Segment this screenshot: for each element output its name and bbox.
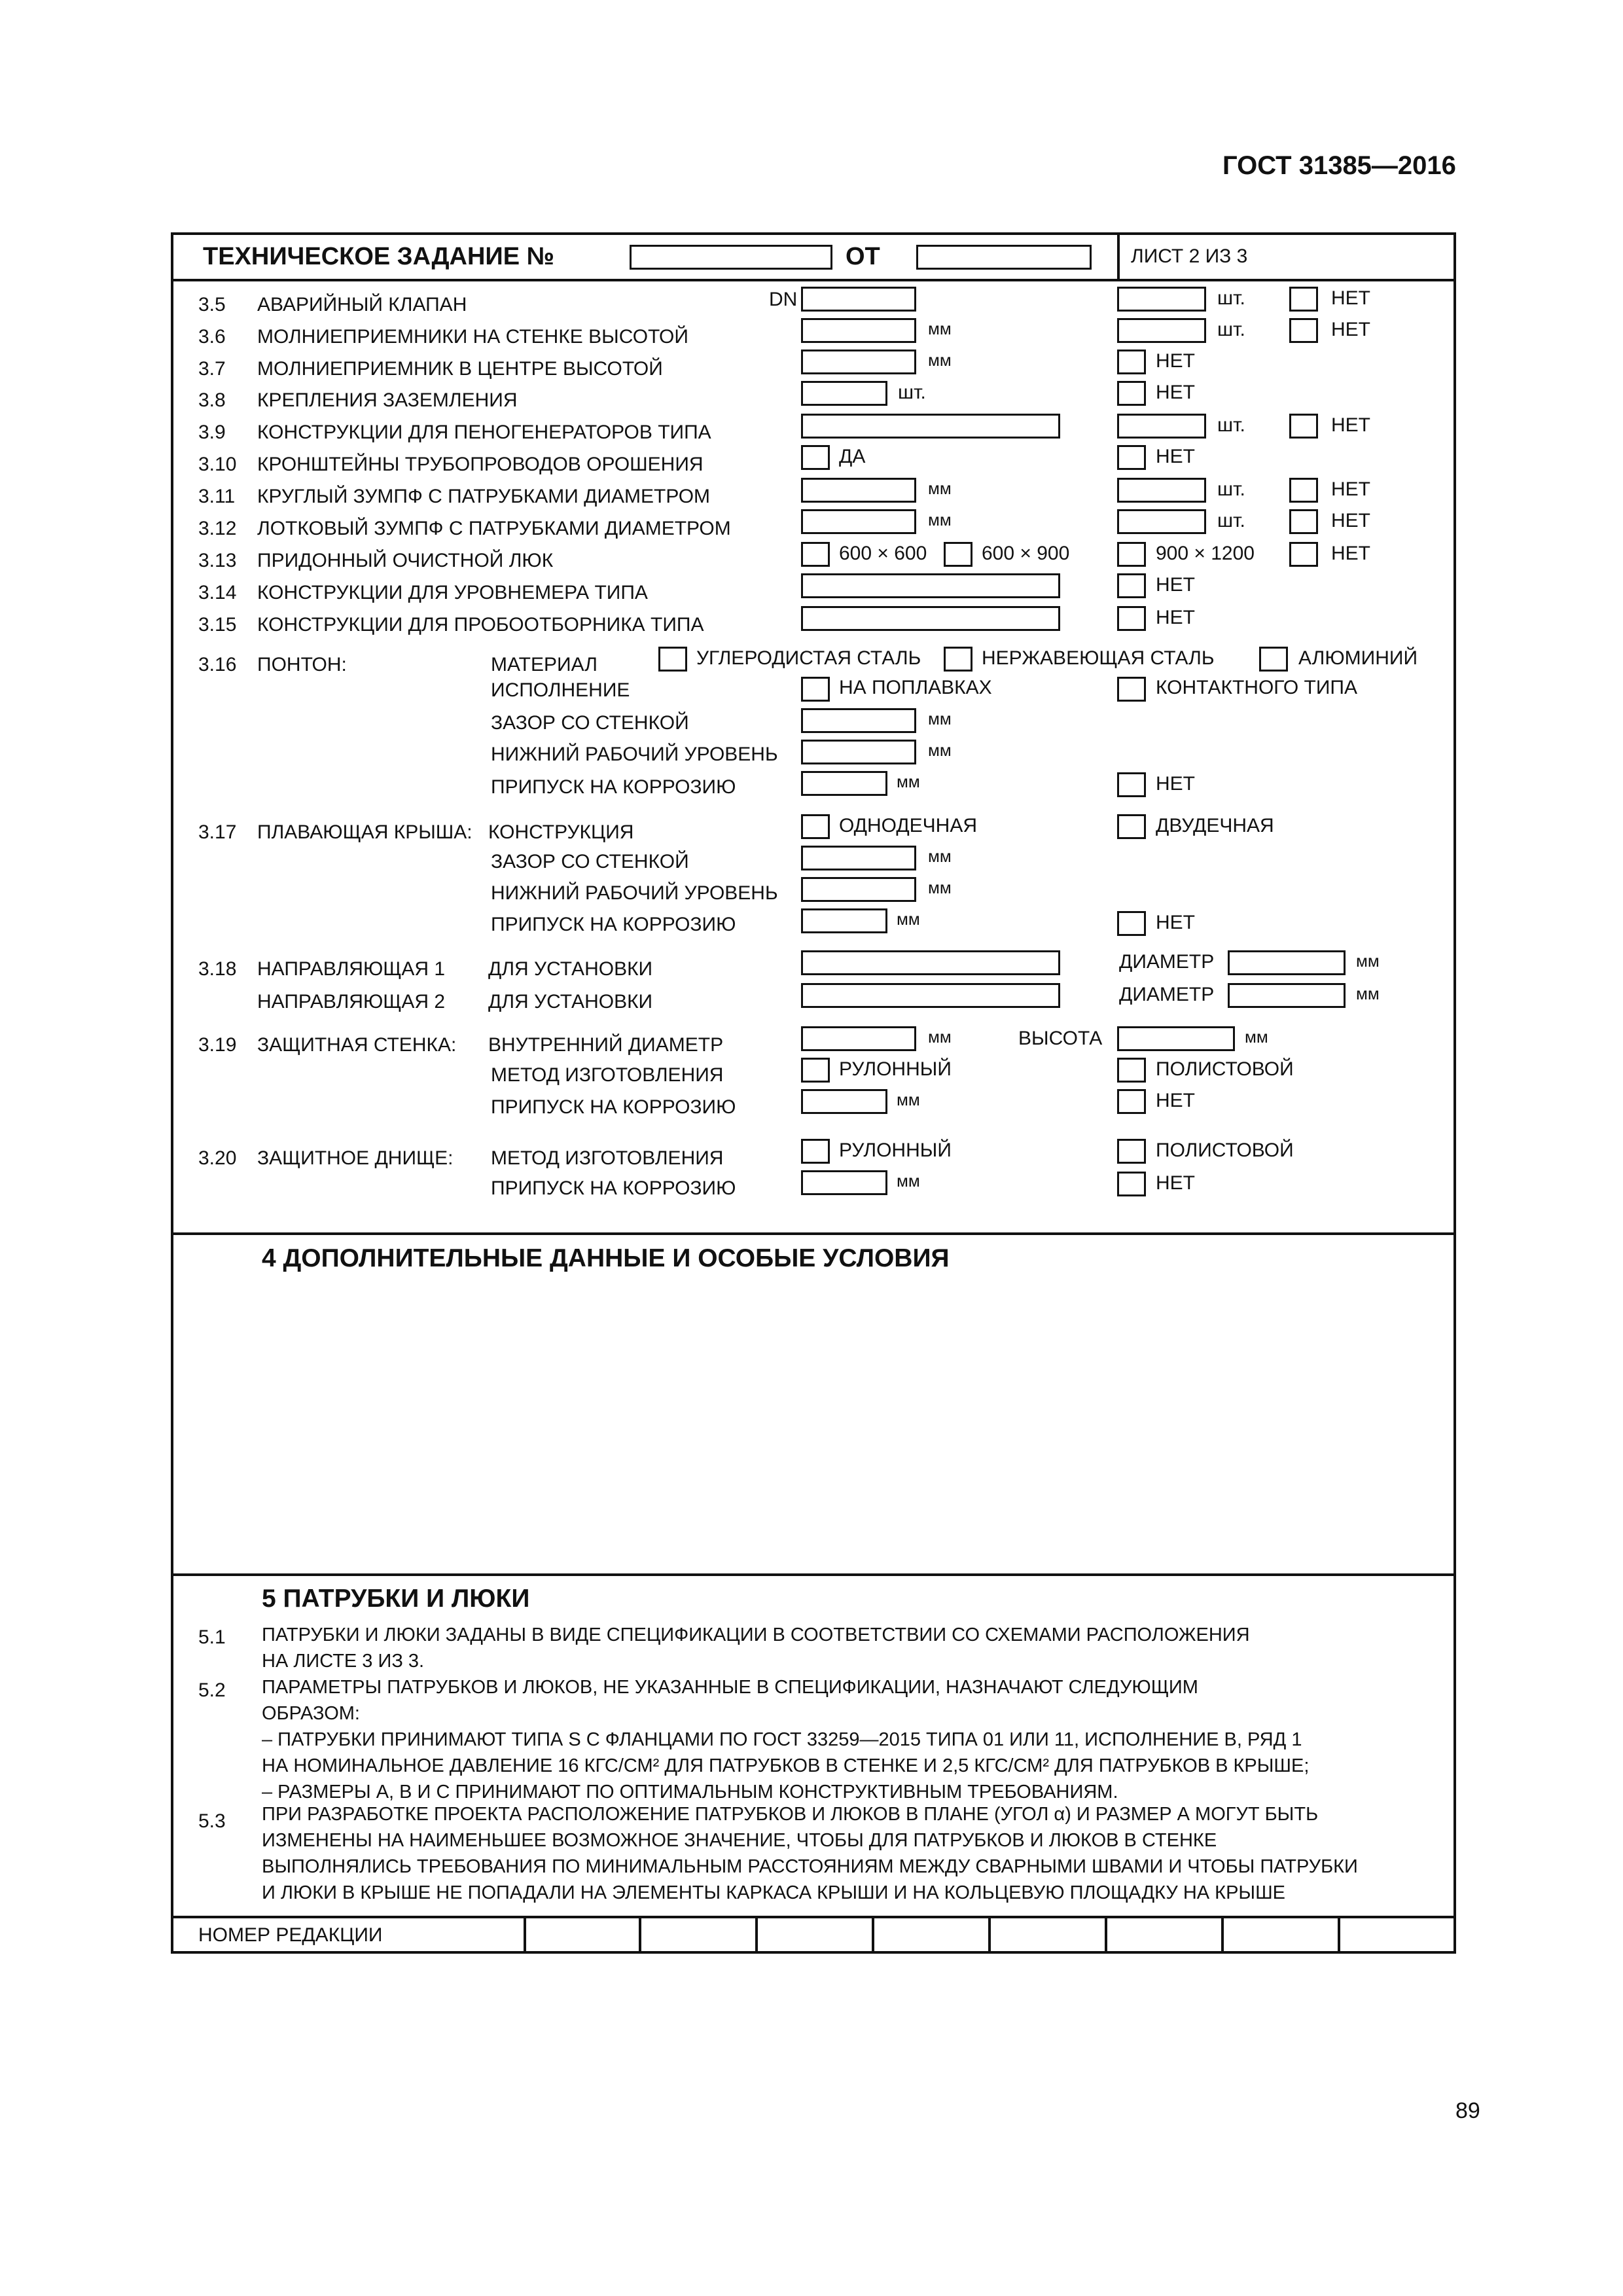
foam-generator-no-checkbox[interactable] bbox=[1289, 414, 1318, 439]
revision-divider bbox=[171, 1916, 1456, 1918]
no-label: НЕТ bbox=[1156, 1172, 1195, 1194]
pontoon-gap-field[interactable] bbox=[801, 708, 916, 733]
revision-cell-divider bbox=[755, 1916, 758, 1954]
emergency-valve-dn-field[interactable] bbox=[801, 287, 916, 312]
material-label: МАТЕРИАЛ bbox=[491, 654, 597, 675]
page-number: 89 bbox=[1455, 2098, 1480, 2123]
no-label: НЕТ bbox=[1331, 478, 1370, 500]
no-label: НЕТ bbox=[1156, 382, 1195, 403]
level-gauge-type-field[interactable] bbox=[801, 573, 1060, 598]
unit-mm: мм bbox=[928, 510, 952, 529]
tray-sump-qty-field[interactable] bbox=[1117, 509, 1206, 534]
level-gauge-no-checkbox[interactable] bbox=[1117, 573, 1146, 598]
center-lightning-no-checkbox[interactable] bbox=[1117, 350, 1146, 374]
for-install-label: ДЛЯ УСТАНОВКИ bbox=[488, 991, 653, 1013]
contact-type-checkbox[interactable] bbox=[1117, 677, 1146, 702]
no-label: НЕТ bbox=[1156, 607, 1195, 628]
section5-divider bbox=[171, 1573, 1456, 1576]
no-label: НЕТ bbox=[1331, 510, 1370, 531]
unit-mm: мм bbox=[928, 709, 952, 728]
sheet-divider bbox=[1117, 232, 1120, 280]
date-field[interactable] bbox=[916, 245, 1092, 270]
standard-number: ГОСТ 31385—2016 bbox=[1222, 151, 1456, 180]
pontoon-corrosion-field[interactable] bbox=[801, 771, 887, 796]
section4-title: 4 ДОПОЛНИТЕЛЬНЫЕ ДАННЫЕ И ОСОБЫЕ УСЛОВИЯ bbox=[262, 1244, 950, 1272]
hatch-size-label: 600 × 600 bbox=[839, 543, 927, 564]
revision-cell-divider bbox=[1105, 1916, 1107, 1954]
title-row-divider bbox=[171, 279, 1456, 281]
hatch-no-checkbox[interactable] bbox=[1289, 542, 1318, 567]
pontoon-corrosion-no-checkbox[interactable] bbox=[1117, 772, 1146, 797]
low-level-label: НИЖНИЙ РАБОЧИЙ УРОВЕНЬ bbox=[491, 882, 778, 904]
floating-roof-label: ПЛАВАЮЩАЯ КРЫША: bbox=[257, 821, 473, 843]
aluminum-label: АЛЮМИНИЙ bbox=[1298, 647, 1418, 669]
wall-height-field[interactable] bbox=[1117, 1026, 1235, 1051]
floats-checkbox[interactable] bbox=[801, 677, 830, 702]
unit-pcs: шт. bbox=[1217, 478, 1245, 500]
corrosion-label: ПРИПУСК НА КОРРОЗИЮ bbox=[491, 1177, 736, 1199]
roof-corrosion-no-checkbox[interactable] bbox=[1117, 911, 1146, 936]
emergency-valve-qty-field[interactable] bbox=[1117, 287, 1206, 312]
no-label: НЕТ bbox=[1156, 773, 1195, 795]
unit-mm: мм bbox=[928, 878, 952, 897]
unit-mm: мм bbox=[1356, 984, 1380, 1003]
row-num: 3.18 bbox=[198, 958, 237, 980]
unit-mm: мм bbox=[897, 909, 920, 929]
execution-label: ИСПОЛНЕНИЕ bbox=[491, 679, 630, 701]
aluminum-checkbox[interactable] bbox=[1259, 647, 1288, 672]
row-num: 3.11 bbox=[198, 486, 236, 507]
wall-inner-diameter-field[interactable] bbox=[801, 1026, 916, 1051]
additional-data-area[interactable] bbox=[196, 1283, 1433, 1558]
grounding-qty-field[interactable] bbox=[801, 381, 887, 406]
hatch-size-label: 900 × 1200 bbox=[1156, 543, 1255, 564]
row-num: 3.14 bbox=[198, 582, 237, 603]
row-label: ЛОТКОВЫЙ ЗУМПФ С ПАТРУБКАМИ ДИАМЕТРОМ bbox=[257, 518, 731, 539]
row-label: ПРИДОННЫЙ ОЧИСТНОЙ ЛЮК bbox=[257, 550, 554, 571]
no-label: НЕТ bbox=[1331, 414, 1370, 436]
item-text: ПАРАМЕТРЫ ПАТРУБКОВ И ЛЮКОВ, НЕ УКАЗАННЫЕ В СПЕЦИФИКАЦИИ, НАЗНАЧАЮТ СЛЕДУЮЩИМ ОБРАЗОМ: – ПАТРУБКИ ПРИНИМАЮТ ТИПА S С ФЛАНЦАМИ ПО ГОСТ 33259—2015 ТИПА 01 ИЛИ 11, ИСПОЛНЕНИЕ В, РЯД 1 НА НОМИНАЛЬНОЕ ДАВЛЕНИЕ 16 КГС/СМ² ДЛЯ ПАТРУБКОВ В СТЕНКЕ И 2,5 КГС/СМ² ДЛЯ ПАТРУБКОВ В КРЫШЕ; – РАЗМЕРЫ А, В И С ПРИНИМАЮТ ПО ОПТИМАЛЬНЫМ КОНСТРУКТИВНЫМ ТРЕБОВАНИЯМ. bbox=[262, 1677, 1310, 1803]
pontoon-label: ПОНТОН: bbox=[257, 654, 347, 675]
round-sump-diameter-field[interactable] bbox=[801, 478, 916, 503]
unit-mm: мм bbox=[897, 772, 920, 791]
floats-label: НА ПОПЛАВКАХ bbox=[839, 677, 992, 698]
inner-diameter-label: ВНУТРЕННИЙ ДИАМЕТР bbox=[488, 1034, 724, 1056]
bottom-corrosion-no-checkbox[interactable] bbox=[1117, 1172, 1146, 1196]
row-label: КРОНШТЕЙНЫ ТРУБОПРОВОДОВ ОРОШЕНИЯ bbox=[257, 454, 704, 475]
row-num: 3.7 bbox=[198, 358, 226, 380]
tray-sump-no-checkbox[interactable] bbox=[1289, 509, 1318, 534]
yes-label: ДА bbox=[839, 446, 866, 467]
row-num: 3.17 bbox=[198, 821, 237, 843]
revision-cell-divider bbox=[872, 1916, 874, 1954]
single-deck-label: ОДНОДЕЧНАЯ bbox=[839, 815, 977, 836]
round-sump-no-checkbox[interactable] bbox=[1289, 478, 1318, 503]
bottom-rolled-checkbox[interactable] bbox=[801, 1139, 830, 1164]
diameter-label: ДИАМЕТР bbox=[1119, 951, 1215, 973]
unit-pcs: шт. bbox=[1217, 510, 1245, 531]
no-label: НЕТ bbox=[1156, 912, 1195, 933]
wall-sheet-checkbox[interactable] bbox=[1117, 1058, 1146, 1083]
irrigation-yes-checkbox[interactable] bbox=[801, 445, 830, 470]
pontoon-low-level-field[interactable] bbox=[801, 740, 916, 764]
guide2-label: НАПРАВЛЯЮЩАЯ 2 bbox=[257, 991, 446, 1013]
guide1-label: НАПРАВЛЯЮЩАЯ 1 bbox=[257, 958, 446, 980]
revision-cell-divider bbox=[988, 1916, 991, 1954]
unit-mm: мм bbox=[928, 846, 952, 866]
sheet-label: ЛИСТ 2 ИЗ 3 bbox=[1131, 245, 1248, 267]
foam-generator-type-field[interactable] bbox=[801, 414, 1060, 439]
wall-lightning-qty-field[interactable] bbox=[1117, 318, 1206, 343]
protective-bottom-label: ЗАЩИТНОЕ ДНИЩЕ: bbox=[257, 1147, 454, 1169]
rolled-label: РУЛОННЫЙ bbox=[839, 1058, 952, 1080]
row-label: КОНСТРУКЦИИ ДЛЯ УРОВНЕМЕРА ТИПА bbox=[257, 582, 648, 603]
row-num: 3.20 bbox=[198, 1147, 237, 1169]
from-label: ОТ bbox=[846, 243, 880, 270]
stainless-steel-label: НЕРЖАВЕЮЩАЯ СТАЛЬ bbox=[982, 647, 1215, 669]
no-label: НЕТ bbox=[1156, 574, 1195, 596]
row-label: КРЕПЛЕНИЯ ЗАЗЕМЛЕНИЯ bbox=[257, 389, 518, 411]
no-label: НЕТ bbox=[1331, 319, 1370, 340]
protective-wall-label: ЗАЩИТНАЯ СТЕНКА: bbox=[257, 1034, 457, 1056]
tray-sump-diameter-field[interactable] bbox=[801, 509, 916, 534]
item-text: ПРИ РАЗРАБОТКЕ ПРОЕКТА РАСПОЛОЖЕНИЕ ПАТРУБКОВ И ЛЮКОВ В ПЛАНЕ (УГОЛ α) И РАЗМЕР А МОГУТ БЫТЬ ИЗМЕНЕНЫ НА НАИМЕНЬШЕЕ ВОЗМОЖНОЕ ЗНАЧЕНИЕ, ЧТОБЫ ДЛЯ ПАТРУБКОВ И ЛЮКОВ В СТЕНКЕ ВЫПОЛНЯЛИСЬ ТРЕБОВАНИЯ ПО МИНИМАЛЬНЫМ РАССТОЯНИЯМ МЕЖДУ СВАРНЫМИ ШВАМИ И ЧТОБЫ ПАТРУБКИ И ЛЮКИ В КРЫШЕ НЕ ПОПАДАЛИ НА ЭЛЕМЕНТЫ КАРКАСА КРЫШИ И НА КОЛЬЦЕВУЮ ПЛОЩАДКУ НА КРЫШЕ bbox=[262, 1804, 1358, 1903]
form-title: ТЕХНИЧЕСКОЕ ЗАДАНИЕ № bbox=[203, 243, 554, 270]
row-num: 3.9 bbox=[198, 422, 226, 443]
double-deck-checkbox[interactable] bbox=[1117, 814, 1146, 839]
no-label: НЕТ bbox=[1156, 350, 1195, 372]
no-label: НЕТ bbox=[1331, 543, 1370, 564]
double-deck-label: ДВУДЕЧНАЯ bbox=[1156, 815, 1274, 836]
corrosion-label: ПРИПУСК НА КОРРОЗИЮ bbox=[491, 914, 736, 935]
row-label: КОНСТРУКЦИИ ДЛЯ ПРОБООТБОРНИКА ТИПА bbox=[257, 614, 704, 636]
guide2-install-field[interactable] bbox=[801, 983, 1060, 1008]
emergency-valve-no-checkbox[interactable] bbox=[1289, 287, 1318, 312]
sampler-no-checkbox[interactable] bbox=[1117, 606, 1146, 631]
unit-mm: мм bbox=[928, 350, 952, 370]
carbon-steel-checkbox[interactable] bbox=[658, 647, 687, 672]
method-label: МЕТОД ИЗГОТОВЛЕНИЯ bbox=[491, 1147, 724, 1169]
unit-pcs: шт. bbox=[898, 382, 926, 403]
hatch-600x600-checkbox[interactable] bbox=[801, 542, 830, 567]
method-label: МЕТОД ИЗГОТОВЛЕНИЯ bbox=[491, 1064, 724, 1086]
gap-label: ЗАЗОР СО СТЕНКОЙ bbox=[491, 851, 689, 872]
row-num: 3.15 bbox=[198, 614, 237, 636]
foam-generator-qty-field[interactable] bbox=[1117, 414, 1206, 439]
construction-label: КОНСТРУКЦИЯ bbox=[488, 821, 634, 843]
contact-type-label: КОНТАКТНОГО ТИПА bbox=[1156, 677, 1357, 698]
corrosion-label: ПРИПУСК НА КОРРОЗИЮ bbox=[491, 1096, 736, 1118]
row-num: 3.13 bbox=[198, 550, 237, 571]
carbon-steel-label: УГЛЕРОДИСТАЯ СТАЛЬ bbox=[696, 647, 921, 669]
section4-divider bbox=[171, 1232, 1456, 1235]
unit-mm: мм bbox=[928, 740, 952, 760]
unit-mm: мм bbox=[1356, 951, 1380, 971]
sheet-label: ПОЛИСТОВОЙ bbox=[1156, 1058, 1294, 1080]
row-label: МОЛНИЕПРИЕМНИКИ НА СТЕНКЕ ВЫСОТОЙ bbox=[257, 326, 688, 348]
row-num: 3.16 bbox=[198, 654, 237, 675]
single-deck-checkbox[interactable] bbox=[801, 814, 830, 839]
gap-label: ЗАЗОР СО СТЕНКОЙ bbox=[491, 712, 689, 734]
row-label: КРУГЛЫЙ ЗУМПФ С ПАТРУБКАМИ ДИАМЕТРОМ bbox=[257, 486, 711, 507]
no-label: НЕТ bbox=[1156, 446, 1195, 467]
row-label: МОЛНИЕПРИЕМНИК В ЦЕНТРЕ ВЫСОТОЙ bbox=[257, 358, 663, 380]
wall-lightning-no-checkbox[interactable] bbox=[1289, 318, 1318, 343]
unit-mm: мм bbox=[928, 319, 952, 338]
corrosion-label: ПРИПУСК НА КОРРОЗИЮ bbox=[491, 776, 736, 798]
irrigation-no-checkbox[interactable] bbox=[1117, 445, 1146, 470]
revision-cell-divider bbox=[1221, 1916, 1224, 1954]
no-label: НЕТ bbox=[1331, 287, 1370, 309]
unit-mm: мм bbox=[897, 1171, 920, 1191]
row-num: 3.10 bbox=[198, 454, 237, 475]
grounding-no-checkbox[interactable] bbox=[1117, 381, 1146, 406]
bottom-corrosion-field[interactable] bbox=[801, 1170, 887, 1195]
wall-rolled-checkbox[interactable] bbox=[801, 1058, 830, 1083]
row-num: 3.19 bbox=[198, 1034, 237, 1056]
wall-corrosion-no-checkbox[interactable] bbox=[1117, 1089, 1146, 1114]
hatch-600x900-checkbox[interactable] bbox=[944, 542, 972, 567]
bottom-sheet-checkbox[interactable] bbox=[1117, 1139, 1146, 1164]
unit-mm: мм bbox=[928, 1027, 952, 1047]
no-label: НЕТ bbox=[1156, 1090, 1195, 1111]
unit-mm: мм bbox=[897, 1090, 920, 1109]
roof-gap-field[interactable] bbox=[801, 846, 916, 870]
stainless-steel-checkbox[interactable] bbox=[944, 647, 972, 672]
rolled-label: РУЛОННЫЙ bbox=[839, 1139, 952, 1161]
hatch-size-label: 600 × 900 bbox=[982, 543, 1070, 564]
wall-lightning-height-field[interactable] bbox=[801, 318, 916, 343]
row-num: 3.6 bbox=[198, 326, 226, 348]
revision-cell-divider bbox=[639, 1916, 641, 1954]
guide2-diameter-field[interactable] bbox=[1228, 983, 1346, 1008]
center-lightning-height-field[interactable] bbox=[801, 350, 916, 374]
guide1-install-field[interactable] bbox=[801, 950, 1060, 975]
dn-label: DN bbox=[769, 289, 798, 310]
for-install-label: ДЛЯ УСТАНОВКИ bbox=[488, 958, 653, 980]
wall-corrosion-field[interactable] bbox=[801, 1089, 887, 1114]
hatch-900x1200-checkbox[interactable] bbox=[1117, 542, 1146, 567]
order-number-field[interactable] bbox=[630, 245, 832, 270]
unit-pcs: шт. bbox=[1217, 414, 1245, 436]
low-level-label: НИЖНИЙ РАБОЧИЙ УРОВЕНЬ bbox=[491, 744, 778, 765]
unit-pcs: шт. bbox=[1217, 287, 1245, 309]
height-label: ВЫСОТА bbox=[1018, 1028, 1103, 1049]
round-sump-qty-field[interactable] bbox=[1117, 478, 1206, 503]
row-label: АВАРИЙНЫЙ КЛАПАН bbox=[257, 294, 467, 315]
row-num: 3.8 bbox=[198, 389, 226, 411]
sampler-type-field[interactable] bbox=[801, 606, 1060, 631]
section5-title: 5 ПАТРУБКИ И ЛЮКИ bbox=[262, 1585, 530, 1613]
row-num: 3.5 bbox=[198, 294, 226, 315]
unit-mm: мм bbox=[1245, 1027, 1268, 1047]
unit-mm: мм bbox=[928, 478, 952, 498]
item-num: 5.1 bbox=[198, 1626, 226, 1648]
diameter-label: ДИАМЕТР bbox=[1119, 984, 1215, 1005]
roof-corrosion-field[interactable] bbox=[801, 908, 887, 933]
guide1-diameter-field[interactable] bbox=[1228, 950, 1346, 975]
row-label: КОНСТРУКЦИИ ДЛЯ ПЕНОГЕНЕРАТОРОВ ТИПА bbox=[257, 422, 711, 443]
revision-label: НОМЕР РЕДАКЦИИ bbox=[198, 1924, 383, 1946]
revision-cell-divider bbox=[524, 1916, 526, 1954]
item-num: 5.3 bbox=[198, 1810, 226, 1832]
revision-cell-divider bbox=[1338, 1916, 1340, 1954]
roof-low-level-field[interactable] bbox=[801, 877, 916, 902]
row-num: 3.12 bbox=[198, 518, 237, 539]
sheet-label: ПОЛИСТОВОЙ bbox=[1156, 1139, 1294, 1161]
unit-pcs: шт. bbox=[1217, 319, 1245, 340]
item-text: ПАТРУБКИ И ЛЮКИ ЗАДАНЫ В ВИДЕ СПЕЦИФИКАЦИИ В СООТВЕТСТВИИ СО СХЕМАМИ РАСПОЛОЖЕНИЯ НА ЛИСТЕ 3 ИЗ 3. bbox=[262, 1624, 1250, 1672]
item-num: 5.2 bbox=[198, 1679, 226, 1701]
